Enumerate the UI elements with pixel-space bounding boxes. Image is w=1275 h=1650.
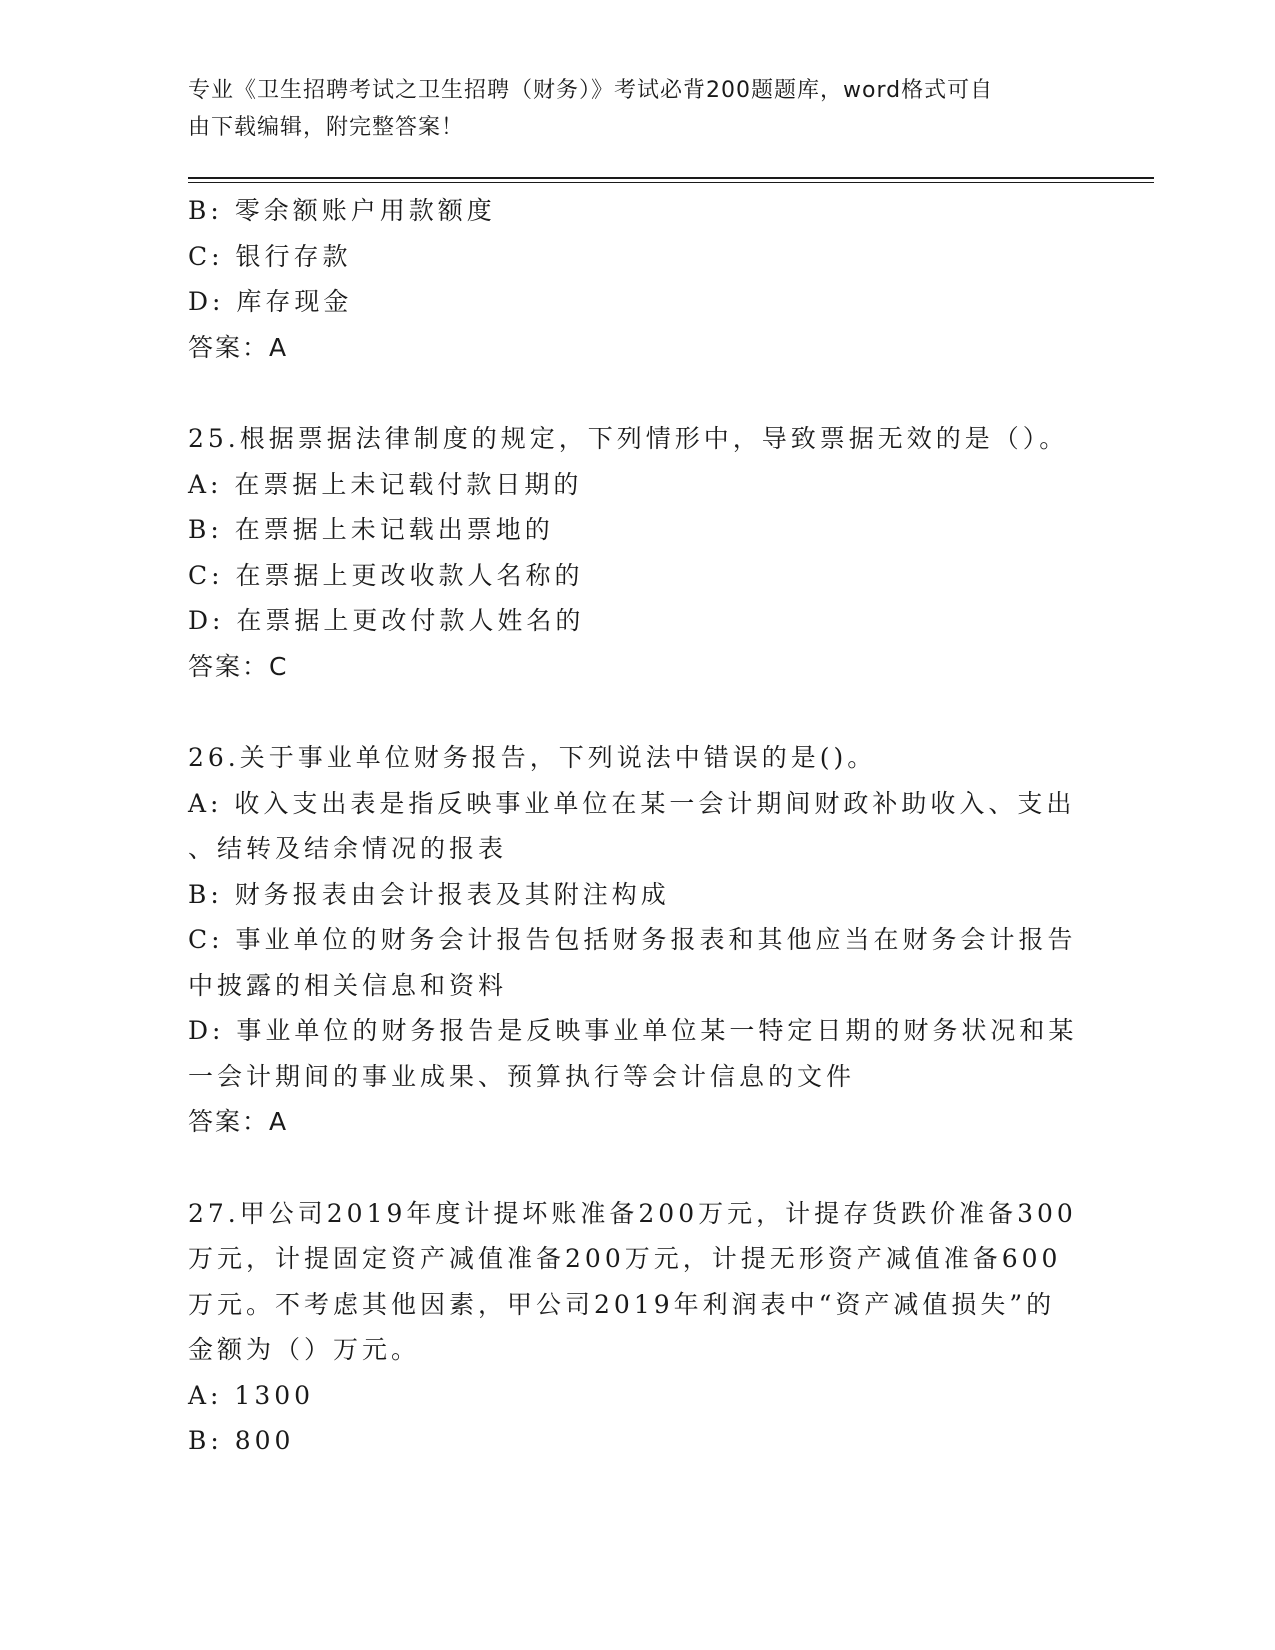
header-divider-thick <box>188 177 1154 179</box>
q27-stem-line-2: 万元，计提固定资产减值准备200万元，计提无形资产减值准备600 <box>188 1244 1062 1273</box>
q27-option-a: A: 1300 <box>188 1380 315 1410</box>
q26-option-b: B: 财务报表由会计报表及其附注构成 <box>188 879 670 909</box>
header-line-2: 由下载编辑，附完整答案！ <box>188 115 465 140</box>
page-header <box>188 72 1088 146</box>
q27-stem-line-3: 万元。不考虑其他因素，甲公司2019年利润表中“资产减值损失”的 <box>188 1289 1056 1319</box>
q24-answer: 答案：A <box>188 332 289 362</box>
question-25-block <box>188 416 1088 689</box>
question-content <box>188 188 1088 1464</box>
q26-option-a-line-1: A: 收入支出表是指反映事业单位在某一会计期间财政补助收入、支出 <box>188 788 1076 818</box>
q26-stem: 26.关于事业单位财务报告，下列说法中错误的是()。 <box>188 743 877 772</box>
q25-option-c: C: 在票据上更改收款人名称的 <box>188 560 584 590</box>
question-26-block <box>188 735 1088 1145</box>
q25-answer: 答案：C <box>188 651 289 681</box>
q26-option-d-line-1: D: 事业单位的财务报告是反映事业单位某一特定日期的财务状况和某 <box>188 1016 1078 1045</box>
header-divider-thin <box>188 182 1154 183</box>
q26-option-c-line-2: 中披露的相关信息和资料 <box>188 970 508 1000</box>
q24-option-b: B: 零余额账户用款额度 <box>188 196 496 225</box>
question-24-block <box>188 188 1088 370</box>
q25-option-d: D: 在票据上更改付款人姓名的 <box>188 606 585 635</box>
q27-stem-line-4: 金额为（）万元。 <box>188 1335 421 1364</box>
question-27-block <box>188 1191 1088 1464</box>
q24-option-c: C: 银行存款 <box>188 241 352 271</box>
q27-stem-line-1: 27.甲公司2019年度计提坏账准备200万元，计提存货跌价准备300 <box>188 1198 1077 1228</box>
spacer <box>188 689 1088 735</box>
q26-option-a-line-2: 、结转及结余情况的报表 <box>188 834 508 863</box>
q27-option-b: B: 800 <box>188 1426 295 1455</box>
header-line-1: 专业《卫生招聘考试之卫生招聘（财务）》考试必背200题题库，word格式可自 <box>188 78 994 103</box>
q26-option-d-line-2: 一会计期间的事业成果、预算执行等会计信息的文件 <box>188 1061 856 1091</box>
q26-option-c-line-1: C: 事业单位的财务会计报告包括财务报表和其他应当在财务会计报告 <box>188 925 1077 954</box>
q25-option-a: A: 在票据上未记载付款日期的 <box>188 469 583 499</box>
q26-answer: 答案：A <box>188 1107 289 1136</box>
q24-option-d: D: 库存现金 <box>188 287 353 316</box>
q25-option-b: B: 在票据上未记载出票地的 <box>188 515 554 544</box>
spacer <box>188 370 1088 416</box>
spacer <box>188 1145 1088 1191</box>
q25-stem: 25.根据票据法律制度的规定，下列情形中，导致票据无效的是（）。 <box>188 424 1069 453</box>
